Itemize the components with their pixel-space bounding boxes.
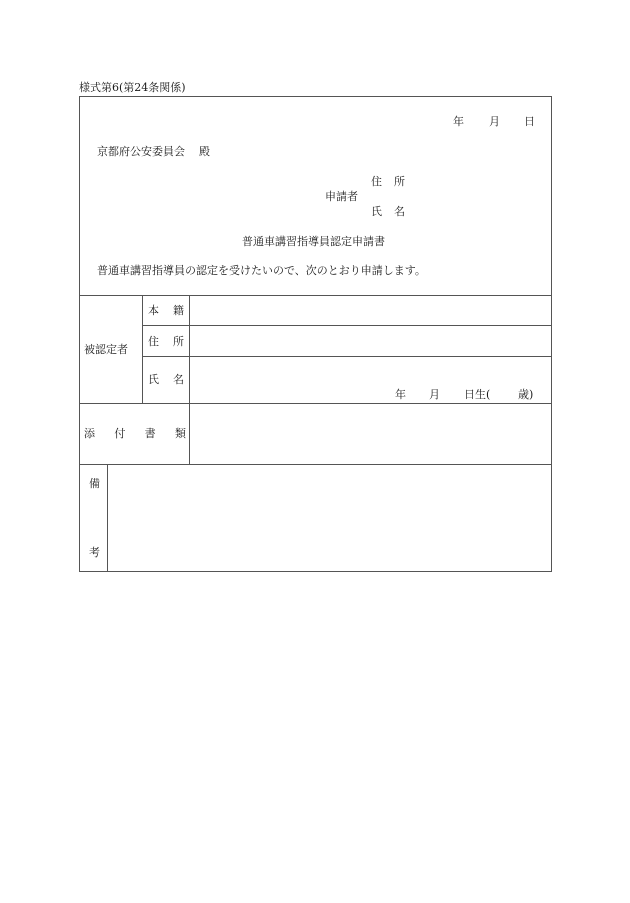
date-month-label: 月 <box>489 115 500 128</box>
birth-year-label: 年 <box>395 388 406 401</box>
divider-address <box>142 356 552 357</box>
addressee-honorific: 殿 <box>199 145 210 158</box>
date-year-label: 年 <box>453 115 464 128</box>
birth-month-label: 月 <box>429 388 440 401</box>
name-label: 氏 名 <box>148 373 184 386</box>
addressee: 京都府公安委員会 <box>97 145 185 158</box>
form-number: 様式第6(第24条関係) <box>79 81 186 94</box>
domicile-label: 本 籍 <box>148 304 184 317</box>
domicile-field[interactable] <box>192 298 548 323</box>
address-label: 住 所 <box>148 335 184 348</box>
divider-attachments <box>79 464 552 465</box>
divider-subject-col <box>142 295 143 403</box>
remarks-field[interactable] <box>110 467 548 569</box>
name-field[interactable] <box>192 359 548 385</box>
remarks-label-bottom: 考 <box>89 546 100 559</box>
divider-remarks-col <box>107 464 108 572</box>
age-label: 歳) <box>518 388 534 401</box>
applicant-address-label: 住 所 <box>371 175 405 188</box>
document-title: 普通車講習指導員認定申請書 <box>242 235 385 248</box>
divider-domicile <box>142 325 552 326</box>
divider-label-col <box>189 295 190 464</box>
birth-day-label: 日生( <box>464 388 491 401</box>
attachments-label: 添 付 書 類 <box>84 427 186 440</box>
subject-label: 被認定者 <box>84 343 128 356</box>
remarks-label-top: 備 <box>89 477 100 490</box>
address-field[interactable] <box>192 328 548 354</box>
application-statement: 普通車講習指導員の認定を受けたいので、次のとおり申請します。 <box>97 264 426 277</box>
applicant-name-label: 氏 名 <box>371 205 405 218</box>
date-day-label: 日 <box>524 115 535 128</box>
divider-subject <box>79 403 552 404</box>
applicant-label: 申請者 <box>325 190 358 203</box>
divider-header <box>79 295 552 296</box>
attachments-field[interactable] <box>192 406 548 462</box>
